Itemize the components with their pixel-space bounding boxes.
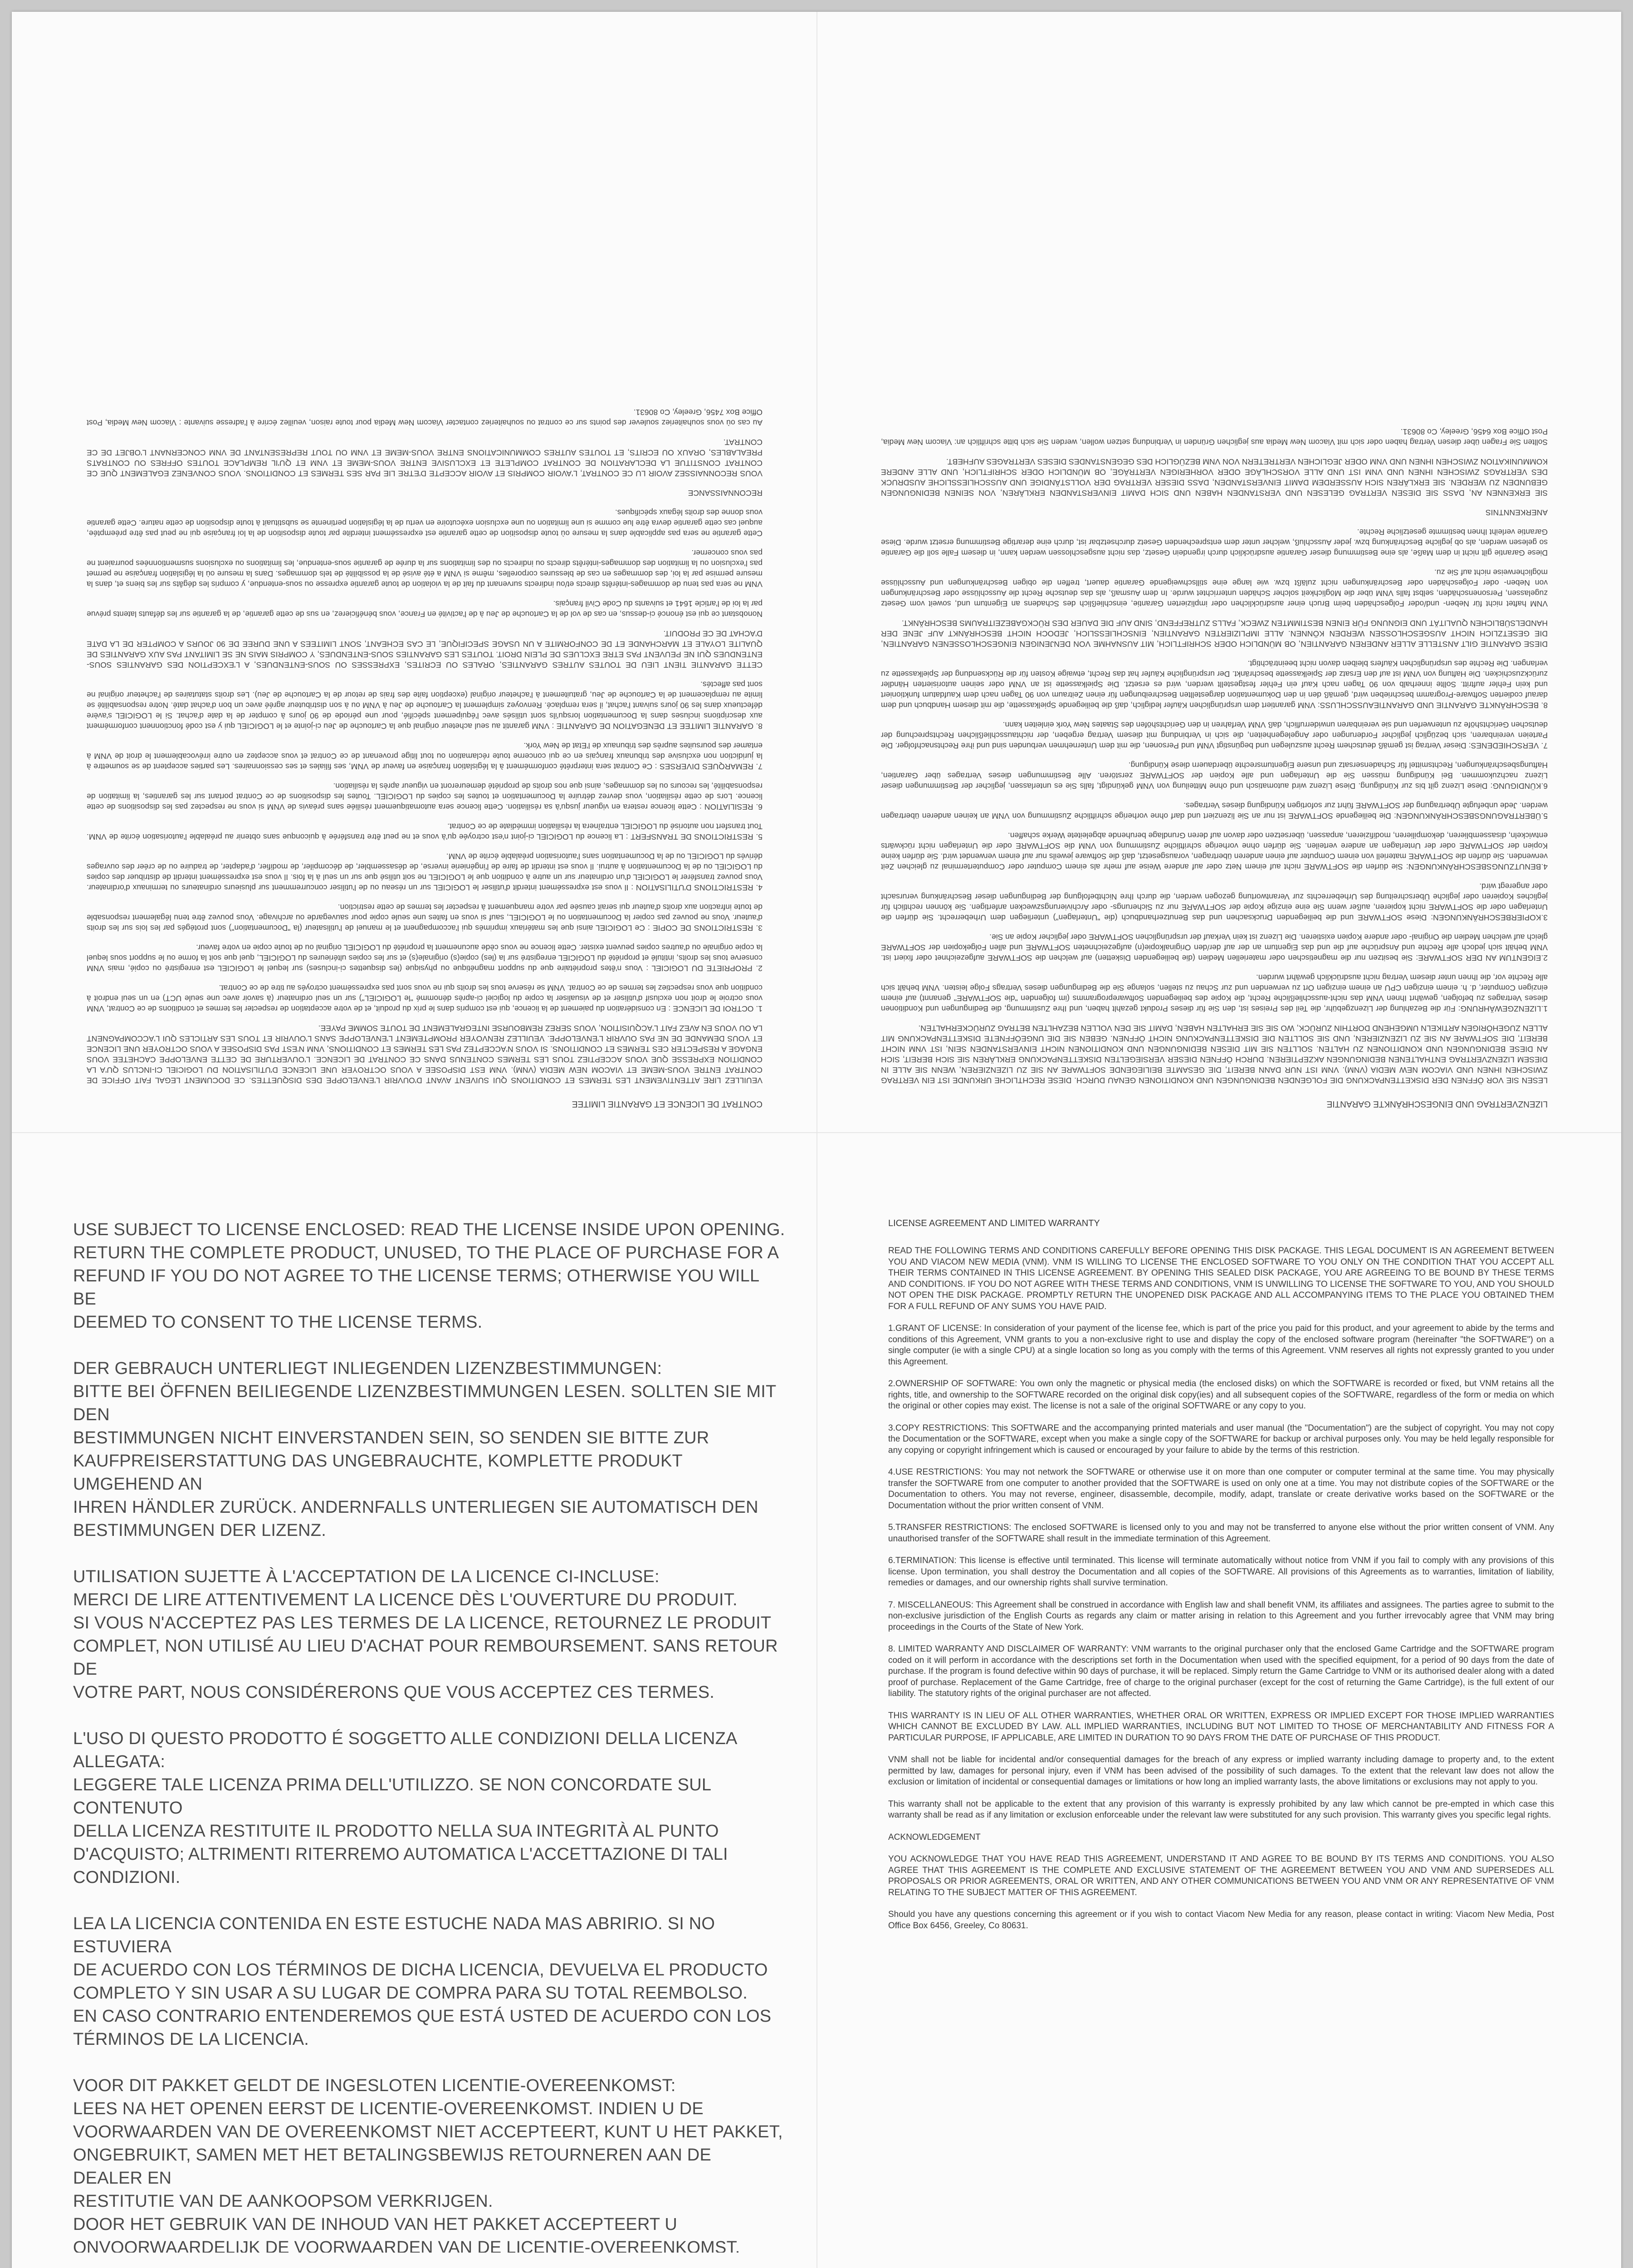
license-paragraph: 6.TERMINATION: This license is effective until terminated. This license will terminate automatically without notice from VNM if you fail to comply with any provisions of this license. Upon termination, you shall destroy the Documentation and all copies of the SOFTWARE. All provisions of this Agreements as to warranties, limitation of liability, remedies or damages, and our ownership rights shall survive termination. [888,1556,1554,1588]
french-license-paragraph: VEUILLEZ LIRE ATTENTIVEMENT LES TERMES ET CONDITIONS QUI SUIVENT AVANT D'OUVRIR L'ENVELOPPE DES DISQUETTES. CE DOCUMENT LEGAL FAIT OFFICE DE CONTRAT ENTRE VOUS-MEME ET VIACOM NEW MEDIA (VNM). VNM EST DISPOSEE A VOUS OCTROYER UNE LICENCE D'UTILISATION DU LOGICIEL CI-INCLUS QU'A LA CONDITION EXPRESSE QUE VOUS ACCEPTIEZ TOUS LES TERMES CONTENUS DANS CE CONTRAT DE LICENCE. L'OUVERTURE DE CETTE ENVELOPPE CACHETEE VOUS ENGAGE A RESPECTER CES TERMES ET CONDITIONS. SI VOUS N'ACCEPTEZ PAS LES TERMES ET CONDITIONS, VNM N'EST PAS DISPOSEE A VOUS OCTROYER UNE LICENCE ET VOUS DEMANDE DE NE PAS OUVRIR L'ENVELOPPE. VEUILLEZ RENVOYER PROMPTEMENT L'ENVELOPPE SANS L'OUVRIR ET TOUS LES ARTICLES QUI L'ACCOMPAGNENT LA OU VOUS EN AVEZ FAIT L'ACQUISITION, VOUS SEREZ REMBOURSE INTEGRALEMENT DE TOUTE SOMME PAYEE. [87,1024,763,1085]
notice-line: VOOR DIT PAKKET GELDT DE INGESLOTEN LICENTIE-OVEREENKOMST: [73,2076,676,2095]
french-license-paragraph: 8. GARANTIE LIMITEE ET DENEGATION DE GARANTIE : VNM garantit au seul acheteur original que la Cartouche de Jeu ci-jointe et le LOGICIEL qui y est codé fonctionnent conformément aux descriptions incluses dans la Documentation lorsqu'ils sont utilisés avec l'équipement spécifié, pour une période de 90 jours à compter de la date d'achat. Si le LOGICIEL s'avère défectueux dans les 90 jours suivant l'achat, il sera remplacé. Renvoyez simplement la Cartouche de Jeu à VNM ou à son distributeur agréé avec un bon d'achat daté. Notre responsabilité se limite au remplacement de la Cartouche de Jeu, gratuitement à l'acheteur original (exception faite des frais de retour de la Cartouche de Jeu). Les droits statutaires de l'acheteur original ne sont pas affectés. [87,680,763,731]
notice-line: USE SUBJECT TO LICENSE ENCLOSED: READ THE LICENSE INSIDE UPON OPENING. [73,1220,785,1239]
license-paragraph: THIS WARRANTY IS IN LIEU OF ALL OTHER WARRANTIES, WHETHER ORAL OR WRITTEN, EXPRESS OR IMPLIED EXCEPT FOR THOSE IMPLIED WARRANTIES WHICH CANNOT BE EXCLUDED BY LAW. ALL IMPLIED WARRANTIES, INCLUDING BUT NOT LIMITED TO THOSE OF MERCHANTABILITY AND FITNESS FOR A PARTICULAR PURPOSE, IF APPLICABLE, ARE LIMITED IN DURATION TO 90 DAYS FROM THE DATE OF PURCHASE OF THIS PRODUCT. [888,1711,1554,1743]
french-license-paragraph: 5. RESTRICTIONS DE TRANSFERT : La licence du LOGICIEL ci-joint n'est octroyée qu'à vous et ne peut être transférée à quiconque sans obtenir au préalable l'autorisation écrite de VNM. Tout transfert non autorisé du LOGICIEL entraînera la résiliation immédiate de ce Contrat. [87,822,763,841]
german-license-paragraph: Diese Garantie gilt nicht in dem Maße, als eine Bestimmung dieser Garantie ausdrücklich durch irgendein Gesetz, das nicht ausgeschlossen werden kann, in diesem Falle soll die Garantie so gelesen werden, als ob jegliche Beschränkung bzw. jeder Ausschluß, welcher unter dem entsprechenden Gesetz durchsetzbar ist, durch eine derartige Bestimmung ersetzt wurde. Diese Garantie verleiht Ihnen bestimmte gesetzliche Rechte. [881,528,1548,557]
license-paragraph: 1.GRANT OF LICENSE: In consideration of your payment of the license fee, which is part of the price you paid for this product, and your agreement to abide by the terms and conditions of this Agreement, VNM grants to you a non-exclusive right to use and display the copy of the enclosed software program (hereinafter "the SOFTWARE") on a single computer (ie with a single CPU) at a single location so long as you comply with the terms of this Agreement. VNM reserves all rights not expressly granted to you under this Agreement. [888,1324,1554,1367]
german-license-paragraph: 5.ÜBERTRAGUNGSBESCHRÄNKUNGEN: Die beiliegende SOFTWARE ist nur an Sie lizenziert und darf ohne vorherige schriftliche Zustimmung von VNM an keinen anderen übertragen werden. Jede unbefugte Übertragung der SOFTWARE führt zur sofortigen Kündigung dieses Vertrages. [881,801,1548,821]
german-license-panel [881,84,1548,1110]
german-license-paragraph: Sollten Sie Fragen über diesen Vertrag haben oder sich mit Viacom New Media aus jeglichen Gründen in Verbindung setzen wollen, werden Sie sich bitte schriftlich an: Viacom New Media, Post Office Box 6456, Greeley, Co 80631. [881,427,1548,447]
english-license-panel [888,1217,1554,2134]
german-license-text [881,84,1548,1110]
notice-line: MERCI DE LIRE ATTENTIVEMENT LA LICENCE DÈS L'OUVERTURE DU PRODUIT. [73,1590,738,1609]
german-license-paragraph: 4.BENUTZUNGSBESCHRÄNKUNGEN: Sie dürfen die SOFTWARE nicht auf einem Netz oder auf andere Weise auf mehr als einem Computer oder Computerterminal zu gleichen Zeit verwenden. Sie dürfen die SOFTWARE materiell von einem Computer auf einen anderen übertragen, vorausgesetzt, daß die Software jeweils nur auf einem verwendet wird. Sie dürfen keine Kopien der SOFTWARE oder der Unterlagen an andere verteilen. Sie dürfen ohne vorherige schriftliche Zustimmung von VNM die SOFTWARE oder die Unterlagen nicht rückwärts entwickeln, disassemblieren, dekompilieren, modifizieren, anpassen, übersetzen oder davon auf deren Grundlage beruhende abgeleitete Werke schaffen. [881,831,1548,871]
german-license-paragraph: SIE ERKENNEN AN, DASS SIE DIESEN VERTRAG GELESEN UND VERSTANDEN HABEN UND SICH DAMIT EINVERSTANDEN ERKLÄREN, VON SEINEN BEDINGUNGEN GEBUNDEN ZU WERDEN. SIE ERKLÄREN SICH AUSSERDEM DAMIT EINVERSTANDEN, DASS DIESER VERTRAG DER VOLLSTÄNDIGE UND AUSSCHLIESSLICHE AUSDRUCK DES VERTRAGS ZWISCHEN IHNEN UND VNM IST UND ALLE VORSCHLÄGE ODER VORHERIGEN VERTRÄGE, OB MÜNDLICH ODER SCHRIFTLICH, UND ALLE ANDERE KOMMUNIKATION ZWISCHEN IHNEN UND VNM ODER JEGLICHEN VERTRETERN VON VNM BEZÜGLICH DES GEGENSTANDES DIESES VERTRAGES AUFHEBT. [881,457,1548,498]
french-license-paragraph: VOUS RECONNAISSEZ AVOIR LU CE CONTRAT, L'AVOIR COMPRIS ET AVOIR ACCEPTE D'ETRE LIE PAR SES TERMES ET CONDITIONS. VOUS CONVENEZ EGALEMENT QUE CE CONTRAT CONSTITUE LA DECLARATION DE CONTRAT COMPLETE ET EXCLUSIVE ENTRE VOUS-MEME ET VNM ET QU'IL REMPLACE TOUTES OFFRES OU CONTRATS PREALABLES, ORAUX OU ECRITS, ET TOUTES AUTRES COMMUNICATIONS ENTRE VOUS-MEME ET VNM OU TOUT REPRESENTANT DE VNM CONCERNANT L'OBJET DE CE CONTRAT. [87,438,763,478]
notice-line: DEEMED TO CONSENT TO THE LICENSE TERMS. [73,1313,483,1332]
notice-line: EN CASO CONTRARIO ENTENDEREMOS QUE ESTÁ USTED DE ACUERDO CON LOS [73,2007,772,2026]
vertical-fold-line [816,12,817,2268]
german-license-paragraph: DIESE GARANTIE GILT ANSTELLE ALLER ANDEREN GARANTIEN, OB MÜNDLICH ODER SCHRIFTLICH, MIT AUSNAHME VON DENJENIGEN EINGESCHLOSSENEN GARANTIEN, DIE GESETZLICH NICHT AUSGESCHLOSSEN WERDEN KÖNNEN. ALLE IMPLIZIERTEN GARANTIEN, EINSCHLIESSLICH, JEDOCH NICHT BESCHRÄNKT AUF JENE DER HANDELSÜBLICHEN QUALITÄT UND EIGNUNG FÜR EINEN BESTIMMTEN ZWECK, FALLS ZUTREFFEND, SIND AUF DIE DAUER DES RÜCKGABEZEITRAUMS BESCHRÄNKT. [881,619,1548,649]
license-sheet [12,12,1621,2268]
notice-line: VOTRE PART, NOUS CONSIDÉRERONS QUE VOUS ACCEPTEZ CES TERMES. [73,1683,715,1702]
notice-line: DER GEBRAUCH UNTERLIEGT INLIEGENDEN LIZENZBESTIMMUNGEN: [73,1359,662,1378]
german-license-paragraph: 7. VERSCHIEDENES: Dieser Vertrag ist gemäß deutschem Recht auszulegen und begünstigt VNM und Personen, die mit dem Unternehmen verbunden sind und ihre Rechtsnachfolger. Die Parteien vereinbaren, sich bezüglich jeglicher Forderungen oder Angelegenheiten, die sich in Verbindung mit diesem Vertrag ergeben, der nichtausschließlichen Rechtsprechung der deutschen Gerichtshöfe zu unterwerfen und sie vereinbaren unwiderruflich, daß VNM Verfahren in den Gerichtshöfen des Staates New York einleiten kann. [881,720,1548,750]
notice-line: DELLA LICENZA RESTITUITE IL PRODOTTO NELLA SUA INTEGRITÀ AL PUNTO [73,1822,719,1841]
license-paragraph: 3.COPY RESTRICTIONS: This SOFTWARE and the accompanying printed materials and user manual (the "Documentation") are the subject of copyright. You may not copy the Documentation or the SOFTWARE, except when you make a single copy of the SOFTWARE for backup or archival purposes only. You may be held legally responsible for any copying or copyright infringement which is caused or encouraged by your failure to abide by the terms of this restriction. [888,1423,1554,1455]
notice-line: UTILISATION SUJETTE À L'ACCEPTATION DE LA LICENCE CI-INCLUSE: [73,1567,660,1586]
notice-line: SI VOUS N'ACCEPTEZ PAS LES TERMES DE LA LICENCE, RETOURNEZ LE PRODUIT [73,1613,772,1633]
notice-line: LEES NA HET OPENEN EERST DE LICENTIE-OVEREENKOMST. INDIEN U DE [73,2099,704,2118]
notice-line: BESTIMMUNGEN DER LIZENZ. [73,1521,326,1540]
german-license-paragraph: 2.EIGENTUM AN DER SOFTWARE: Sie besitzen nur die magnetischen oder materiellen Medien (die beiliegenden Disketten) auf welchen die SOFTWARE aufgezeichnet oder fixiert ist. VNM behält sich jedoch alle Rechte und Ansprüche auf die und das Eigentum an der auf der/den Originalkopie(n) aufgezeichneten SOFTWARE und allen Folgekopien der SOFTWARE gleich auf welchen Medien die Original- oder andere Kopien existieren. Die Lizenz ist kein Verkauf der ursprünglichen SOFTWARE oder jeglicher Kopie an Sie. [881,933,1548,963]
notice-line: L'USO DI QUESTO PRODOTTO É SOGGETTO ALLE CONDIZIONI DELLA LICENZA ALLEGATA: [73,1729,737,1771]
notice-line: COMPLET, NON UTILISÉ AU LIEU D'ACHAT POUR REMBOURSEMENT. SANS RETOUR DE [73,1637,778,1679]
notice-line: REFUND IF YOU DO NOT AGREE TO THE LICENSE TERMS; OTHERWISE YOU WILL BE [73,1266,759,1309]
license-paragraph: 5.TRANSFER RESTRICTIONS: The enclosed SOFTWARE is licensed only to you and may not be transferred to anyone else without the prior written consent of VNM. Any unauthorised transfer of the SOFTWARE shall result in the immediate termination of this Agreement. [888,1523,1554,1544]
notice-line: RESTITUTIE VAN DE AANKOOPSOM VERKRIJGEN. [73,2192,493,2211]
notice-line: CONDIZIONI. [73,1868,181,1887]
license-paragraph: 2.OWNERSHIP OF SOFTWARE: You own only the magnetic or physical media (the enclosed disks) on which the SOFTWARE is recorded or fixed, but VNM retains all the rights, title, and ownership to the SOFTWARE recorded on the original disk copy(ies) and all subsequent copies of the SOFTWARE, regardless of the form or media on which the original or other copies may exist. The license is not a sale of the original SOFTWARE or any copy to you. [888,1379,1554,1411]
notice-block [73,1218,785,1334]
french-license-paragraph: Au cas où vous souhaiteriez soulever des points sur ce contrat ou souhaiteriez contacter Viacom New Media pour toute raison, veuillez écrire à l'adresse suivante : Viacom New Media, Post Office Box 7456, Greeley, Co 80631. [87,408,763,427]
french-license-paragraph: 3. RESTRICTIONS DE COPIE : Ce LOGICIEL ainsi que les matériaux imprimés qui l'accompagnent et le manuel de l'utilisateur (la "Documentation") sont protégés par les lois sur les droits d'auteur. Vous ne pouvez pas copier la Documentation ou le LOGICIEL, sauf si vous en faites une seule copie pour sauvegarde ou archivage. Vous pouvez être tenu légalement responsable de toute infraction aux droits d'auteur qui serait causée par votre manquement à respecter les termes de cette restriction. [87,903,763,933]
french-license-paragraph: VNM ne sera pas tenu de dommages-intérêts directs et/ou indirects survenant du fait de la violation de toute garantie expresse ou sous-entendue, y compris les dégâts sur les biens et, dans la mesure permise par la loi, des dommages en cas de blessures corporelles, même si VNM a été avisé de la possibilité de tels dommages. Dans la mesure où la législation française ne permet pas l'exclusion ou la limitation des dommages-intérêts directs ou indirects ou des limitations sur la durée de garantie sous-entendue, les limitations ou exclusions susmentionnées pourraient ne pas vous concerner. [87,548,763,589]
french-license-paragraph: 6. RESILIATION : Cette licence restera en vigueur jusqu'à sa résiliation. Cette licence sera automatiquement résiliée sans préavis de VNM si vous ne respectez pas les dispositions de cette licence. Lors de cette résiliation, vous devrez détruire la Documentation et toutes les copies du LOGICIEL. Toutes les dispositions de ce Contrat portant sur les garanties, la limitation de responsabilité, les recours ou les dommages, ainsi que nos droits de propriété demeureront en vigueur après la résiliation. [87,782,763,811]
notice-line: LEA LA LICENCIA CONTENIDA EN ESTE ESTUCHE NADA MAS ABRIRIO. SI NO ESTUVIERA [73,1914,715,1956]
notice-line: KAUFPREISERSTATTUNG DAS UNGEBRAUCHTE, KOMPLETTE PRODUKT UMGEHEND AN [73,1452,683,1494]
license-paragraph: 4.USE RESTRICTIONS: You may not network the SOFTWARE or otherwise use it on more than one computer or computer terminal at the same time. You may physically transfer the SOFTWARE from one computer to another provided that the SOFTWARE is used on only one at a time. You may not distribute copies of the SOFTWARE or the Documentation to others. You may not reverse, engineer, disassemble, decompile, modify, adapt, translate or create derivative works based on the SOFTWARE or the Documentation without the prior written consent of VNM. [888,1467,1554,1510]
german-license-paragraph: ANERKENNTNIS [1485,508,1548,517]
notice-block [73,1727,785,1889]
french-license-paragraph: CETTE GARANTIE TIENT LIEU DE TOUTES AUTRES GARANTIES, ORALES OU ECRITES, EXPRESSES OU SOUS-ENTENDUES, A L'EXCEPTION DES GARANTIES SOUS-ENTENDUES QUI NE PEUVENT PAS ETRE EXCLUES DE PLEIN DROIT. TOUTES LES GARANTIES SOUS-ENTENDUES, Y COMPRIS MAIS NE SE LIMITANT PAS AUX GARANTIES DE QUALITE LOYALE ET MARCHANDE ET DE CONFORMITE A UN USAGE SPECIFIQUE, LE CAS ECHEANT, SONT LIMITEES A UNE DUREE DE 90 JOURS A COMPTER DE LA DATE D'ACHAT DE CE PRODUIT. [87,629,763,670]
license-paragraph: 7. MISCELLANEOUS: This Agreement shall be construed in accordance with English law and shall benefit VNM, its affiliates and assignees. The parties agree to submit to the non-exclusive jurisdiction of the English Courts as regards any claim or matter arising in relation to this Agreement and you further irrevocably agree that VNM may bring proceedings in the Courts of the State of New York. [888,1600,1554,1632]
notice-line: DOOR HET GEBRUIK VAN DE INHOUD VAN HET PAKKET ACCEPTEERT U [73,2215,678,2234]
french-license-paragraph: Nonobstant ce qui est énoncé ci-dessus, en cas de vol de la Cartouche de Jeu à de l'activité en France, vous bénéficierez, en sus de cette garantie, de la garantie sur les défauts latents prévue par la loi de l'article 1641 et suivants du Code Civil français. [87,599,763,619]
notice-line: IHREN HÄNDLER ZURÜCK. ANDERNFALLS UNTERLIEGEN SIE AUTOMATISCH DEN [73,1498,758,1517]
french-license-title: CONTRAT DE LICENCE ET GARANTIE LIMITEE [572,1099,763,1109]
french-license-paragraph: 1. OCTROI DE LICENCE : En considération du paiement de la licence, qui est compris dans le prix du produit, et de votre acceptation de respecter les termes et conditions de ce Contrat, VNM vous octroie le droit non exclusif d'utiliser et de visualiser la copie du logiciel ci-après dénommé "le LOGICIEL") sur un seul ordinateur (à savoir avec une seule UCT) en un seul endroit à condition que vous respectiez les termes de ce Contrat. VNM se réserve tous les droits qui ne vous sont pas expressément octroyés au titre de ce Contrat. [87,983,763,1013]
german-license-paragraph: 1.LIZENZGEWÄHRUNG: Für die Bezahlung der Lizenzgebühr, die Teil des Preises ist, den Sie für dieses Produkt gezahlt haben, und Ihre Zustimmung, die Bedingungen und Konditionen dieses Vertrages zu befolgen, gewährt Ihnen VNM das nicht-ausschließliche Recht, die Kopie des beiliegenden Softwareprogramms (im folgenden "die SOFTWARE" genannt) auf einem einzigen Computer, d. h. einem einzigen CPU an einem einzigen Ort zu verwenden und zur Schau zu stellen, solange Sie die Bedingungen dieses Vertrags Folge leisten. VNM behält sich alle Rechte vor, die Ihnen unter diesem Vertrag nicht ausdrücklich gewährt wurden. [881,973,1548,1013]
notice-line: COMPLETO Y SIN USAR A SU LUGAR DE COMPRA PARA SU TOTAL REEMBOLSO. [73,1984,748,2003]
notice-block [73,1912,785,2051]
license-paragraph: YOU ACKNOWLEDGE THAT YOU HAVE READ THIS AGREEMENT, UNDERSTAND IT AND AGREE TO BE BOUND BY ITS TERMS AND CONDITIONS. YOU ALSO AGREE THAT THIS AGREEMENT IS THE COMPLETE AND EXCLUSIVE STATEMENT OF THE AGREEMENT BETWEEN YOU AND VNM AND SUPERSEDES ALL PROPOSALS OR PRIOR AGREEMENTS, ORAL OR WRITTEN, AND ANY OTHER COMMUNICATIONS BETWEEN YOU AND VNM OR ANY REPRESENTATIVE OF VNM RELATING TO THE SUBJECT MATTER OF THIS AGREEMENT. [888,1854,1554,1897]
notice-line: BESTIMMUNGEN NICHT EINVERSTANDEN SEIN, SO SENDEN SIE BITTE ZUR [73,1428,709,1447]
german-license-paragraph: 3.KOPIERBESCHRÄNKUNGEN: Diese SOFTWARE und die beiliegenden Drucksachen und das Benutzerhandbuch (die "Unterlagen") unterliegen dem Urheberrecht. Sie dürfen die Unterlagen oder die SOFTWARE nicht kopieren, außer wenn Sie eine einzige Kopie der SOFTWARE nur zu Sicherungs- oder Archivierungszwecken anfertigen. Sie können rechtlich für jegliches Kopieren oder jegliche Überschreitung des Urheberrechts zur Verantwortung gezogen werden, die durch Ihre Nichtbefolgung der Bedingungen dieser Beschränkung verursacht oder angeregt wird. [881,882,1548,922]
notice-line: BITTE BEI ÖFFNEN BEILIEGENDE LIZENZBESTIMMUNGEN LESEN. SOLLTEN SIE MIT DEN [73,1382,776,1424]
notice-block [73,1565,785,1704]
multilingual-notice-panel [73,1218,785,2253]
french-license-paragraph: 2. PROPRIETE DU LOGICIEL : Vous n'êtes propriétaire que du support magnétique ou physique (les disquettes ci-incluses) sur lequel le LOGICIEL est enregistré ou copié, mais VNM conserve tous les droits, intitulé et propriété du LOGICIEL enregistré sur la (les) copie(s) originale(s) et sur les copies ultérieures du LOGICIEL, quel que soit la forme ou le support sous lequel la copie originale ou d'autres copies peuvent exister. Cette licence ne vous cède aucunement la propriété du LOGICIEL original ou de toute copie en votre faveur. [87,943,763,973]
license-paragraph: ACKNOWLEDGEMENT [888,1832,981,1842]
notice-line: LEGGERE TALE LICENZA PRIMA DELL'UTILIZZO. SE NON CONCORDATE SUL CONTENUTO [73,1775,711,1818]
french-license-paragraph: Cette garantie ne sera pas applicable dans la mesure où toute disposition de cette garantie est expressément interdite par toute disposition de la loi française qui ne peut pas être préemptée, auquel cas cette garantie devra être lue comme si une limitation ou une exclusion exécutoire en vertu de la législation pertinente se substituait à toute disposition de cette nature. Cette garantie vous donne des droits légaux spécifiques. [87,508,763,538]
german-license-paragraph: 8. BESCHRÄNKTE GARANTIE UND GARANTIEAUSSCHLUSS: VNM garantiert dem ursprünglichen Käufer lediglich, daß die beiliegende Spielkassette, die mit diesem Handbuch und dem darauf codierten Software-Programm beschrieben wird, gemäß den in den Dokumentation dargestellten Beschreibungen für einen Zeitraum von 90 Tagen nach dem Kaufdatum funktioniert und kein Fehler auftritt. Sollte innerhalb von 90 Tagen nach Kauf ein Fehler festgestellt werden, wird es ersetzt. Die Spielkassette ist an VNM oder seinen autorisierten Händler zurückzuschicken. Die Haftung von VNM ist auf den Ersatz der Spielkassette beschränkt. Der ursprüngliche Käufer hat das Recht, etwaige Kosten für die Rücksendung der Spielkassette zu verlangen. Die Rechte des ursprünglichen Käufers bleiben davon nicht beeinträchtigt. [881,659,1548,710]
french-license-paragraph: 7. REMARQUES DIVERSES : Ce Contrat sera interprété conformément à la législation française en faveur de VNM, ses filiales et ses cessionnaires. Les parties acceptent de se soumettre à la juridiction non exclusive des tribunaux français en ce qui concerne toute réclamation ou tout litige provenant de ce Contrat et vous acceptez en outre irrévocablement le droit de VNM à entamer des poursuites auprès des tribunaux de l'Etat de New York. [87,741,763,771]
license-paragraph: Should you have any questions concerning this agreement or if you wish to contact Viacom New Media for any reason, please contact in writing: Viacom New Media, Post Office Box 6456, Greeley, Co 80631. [888,1910,1554,1931]
german-license-paragraph: 6.KÜNDIGUNG: Diese Lizenz gilt bis zur Kündigung. Diese Lizenz wird automatisch und ohne Mitteilung von VNM gekündigt, falls Sie es unterlassen, jeglicher der Bestimmungen dieser Lizenz nachzukommen. Bei Kündigung müssen Sie die Unterlagen und alle Kopien der SOFTWARE zerstören. Alle Bestimmungen dieses Vertrages über Garantien, Haftungsbeschränkungen, Rechtsmittel für Schadensersatz und unsere Eigentumsrechte überdauern diese Kündigung. [881,761,1548,791]
german-license-title: LIZENZVERTRAG UND EINGESCHRÄNKTE GARANTIE [1326,1099,1548,1109]
notice-line: TÉRMINOS DE LA LICENCIA. [73,2030,309,2049]
notice-line: D'ACQUISTO; ALTRIMENTI RITERREMO AUTOMATICA L'ACCETTAZIONE DI TALI [73,1845,728,1864]
license-paragraph: VNM shall not be liable for incidental and/or consequential damages for the breach of any express or implied warranty including damage to property and, to the extent permitted by law, damages for personal injury, even if VNM has been advised of the possibility of such damages. To the extent that the relevant law does not allow the exclusion or limitation of incidental or consequential damages or limitations or how long an implied warranty lasts, the above limitations or exclusions may not apply to you. [888,1755,1554,1787]
notice-line: ONGEBRUIKT, SAMEN MET HET BETALINGSBEWIJS RETOURNEREN AAN DE DEALER EN [73,2146,711,2188]
license-paragraph: READ THE FOLLOWING TERMS AND CONDITIONS CAREFULLY BEFORE OPENING THIS DISK PACKAGE. THIS LEGAL DOCUMENT IS AN AGREEMENT BETWEEN YOU AND VIACOM NEW MEDIA (VNM). VNM IS WILLING TO LICENSE THE ENCLOSED SOFTWARE TO YOU ONLY ON THE CONDITION THAT YOU ACCEPT ALL THEIR TERMS CONTAINED IN THIS LICENSE AGREEMENT. BY OPENING THIS SEALED DISK PACKAGE, YOU ARE AGREEING TO BE BOUND BY THESE TERMS AND CONDITIONS. IF YOU DO NOT AGREE WITH THESE TERMS AND CONDITIONS, VNM IS UNWILLING TO LICENSE THE SOFTWARE TO YOU, AND YOU SHOULD NOT OPEN THE DISK PACKAGE. PROMPTLY RETURN THE UNOPENED DISK PACKAGE AND ALL ACCOMPANYING ITEMS TO THE PLACE YOU OBTAINED THEM FOR A FULL REFUND OF ANY SUMS YOU HAVE PAID. [888,1246,1554,1311]
german-license-paragraph: VNM haftet nicht für Neben- und/oder Folgeschäden beim Bruch einer ausdrücklichen oder implizierten Garantie, einschließlich des Schadens an Eigentum und, soweit vom Gesetz zugelassen, Personenschäden, selbst falls VNM über die Möglichkeit solcher Schäden unterrichtet wurde. In dem Ausmaß, als das deutsche Recht die Ausschlüsse oder Beschränkungen von Neben- oder Folgeschäden oder Beschränkungen nicht zuläßt bzw. wie lange eine stillschweigende Garantie dauert, treffen die obigen Beschränkungen und Ausschlüsse möglicherweise nicht auf Sie zu. [881,568,1548,608]
german-license-paragraph: LESEN SIE VOR ÖFFNEN DER DISKETTENPACKUNG DIE FOLGENDEN BEDINGUNGEN UND KONDITIONEN GENAU DURCH. DIESE RECHTLICHE URKUNDE IST EIN VERTRAG ZWISCHEN IHNEN UND VIACOM NEW MEDIA (VNM). VNM IST NUR DANN BEREIT, DIE GESAMTE BEILIEGENDE SOFTWARE AN SIE ZU LIZENZIEREN, WENN SIE ALLE IN DIESEM LIZENZVERTRAG ENTHALTENEN BEDINGUNGEN AKZEPTIEREN. DURCH ÖFFNEN DIESER VERSIEGELTEN DISKETTENPACKUNG ERKLÄREN SIE SICH BEREIT, SICH AN DIESE BEDINGUNGEN UND KONDITIONEN ZU HALTEN. SOLLTEN SIE MIT DIESEN BEDINGUNGEN UND KONDITIONEN NICHT EINVERSTANDEN SEIN, IST VNM NICHT BEREIT, DIE SOFTWARE AN SIE ZU LIZENZIEREN, UND SIE SOLLTEN DIE DISKETTENPACKUNG NICHT ÖFFNEN. GEBEN SIE DIE UNGEÖFFNETE DISKETTENPACKUNG MIT ALLEN ZUGEHÖRIGEN ARTIKELN UMGEHEND DORTHIN ZURÜCK, WO SIE SIE ERHALTEN HABEN, DAMIT SIE DEN VOLLEN BEZAHLTEN BETRAG ZURÜCKERHALTEN. [881,1024,1548,1085]
license-title: LICENSE AGREEMENT AND LIMITED WARRANTY [888,1218,1100,1228]
notice-block [73,2074,785,2253]
notice-line: VOORWAARDEN VAN DE OVEREENKOMST NIET ACCEPTEERT, KUNT U HET PAKKET, [73,2122,783,2141]
french-license-paragraph: 4. RESTRICTIONS D'UTILISATION : Il vous est expressément interdit d'utiliser le LOGICIEL sur un réseau ou de l'utiliser concurremment sur plusieurs ordinateurs ou terminaux d'ordinateur. Vous pouvez transférer le LOGICIEL d'un ordinateur sur un autre à condition que le LOGICIEL ne soit utilisé que sur un seul à la fois. Il vous est expressément interdit de distribuer des copies du LOGICIEL ou de la Documentation à autrui. Il vous est interdit de faire de l'ingénierie inverse, de désassembler, de décompiler, de modifier, d'adapter, de traduire ou de créer des ouvrages dérivés du LOGICIEL ou de la Documentation sans l'autorisation préalable écrite de VNM. [87,852,763,892]
license-paragraph: 8. LIMITED WARRANTY AND DISCLAIMER OF WARRANTY: VNM warrants to the original purchaser only that the enclosed Game Cartridge and the SOFTWARE program coded on it will perform in accordance with the descriptions set forth in the Documentation when used with the specified equipment, for a period of 90 days from the date of purchase. If the program is found defective within 90 days of purchase, it will be replaced. Simply return the Game Cartridge to VNM or its authorised dealer along with a dated proof of purchase. Replacement of the Game Cartridge, free of charge to the original purchaser (except for the cost of returning the Game Cartridge), is the full extent of our liability. The statutory rights of the original purchaser are not affected. [888,1644,1554,1698]
license-paragraph: This warranty shall not be applicable to the extent that any provision of this warranty is expressly prohibited by any law which cannot be pre-empted in which case this warranty shall be read as if any limitation or exclusion enforceable under the relevant law were substituted for any such provision. This warranty gives you specific legal rights. [888,1799,1554,1820]
notice-line: ONVOORWAARDELIJK DE VOORWAARDEN VAN DE LICENTIE-OVEREENKOMST. [73,2238,740,2253]
french-license-paragraph: RECONNAISSANCE [688,489,763,498]
notice-block [73,1357,785,1542]
notice-line: DE ACUERDO CON LOS TÉRMINOS DE DICHA LICENCIA, DEVUELVA EL PRODUCTO [73,1960,768,1980]
french-license-text [87,84,763,1110]
french-license-panel [87,84,763,1110]
notice-line: RETURN THE COMPLETE PRODUCT, UNUSED, TO THE PLACE OF PURCHASE FOR A [73,1243,779,1262]
